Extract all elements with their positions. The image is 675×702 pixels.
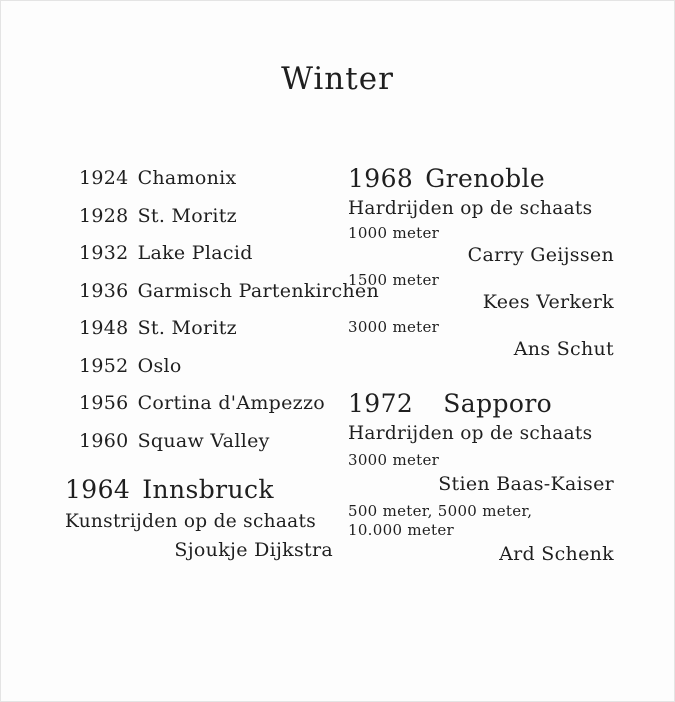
list-item	[79, 423, 379, 461]
game-year: 1952	[79, 354, 129, 377]
game-city: Lake Placid	[137, 242, 253, 264]
section-city: Sapporo	[443, 389, 553, 418]
distance-label-line1: 500 meter, 5000 meter,	[348, 502, 533, 520]
event-name: Kunstrijden op de schaats	[65, 511, 317, 532]
list-item	[79, 198, 379, 236]
game-city: Garmisch Partenkirchen	[137, 279, 379, 302]
champion-name: Kees Verkerk	[482, 291, 614, 313]
distance-label: 1000 meter	[348, 224, 440, 242]
distance-label: 3000 meter	[348, 318, 440, 336]
section-city: Innsbruck	[142, 475, 274, 504]
right-column	[348, 164, 614, 568]
champion-name: Sjoukje Dijkstra	[174, 539, 333, 561]
game-year: 1932	[79, 242, 129, 264]
list-item	[79, 273, 379, 311]
section-heading	[65, 475, 333, 504]
section-year: 1964	[65, 475, 131, 504]
game-year: 1924	[79, 167, 129, 189]
game-city: St. Moritz	[137, 204, 237, 227]
section-city: Grenoble	[425, 164, 546, 193]
games-list	[79, 160, 379, 460]
game-city: Chamonix	[137, 167, 237, 189]
event-name: Hardrijden op de schaats	[348, 198, 593, 219]
champion-name: Carry Geijssen	[467, 244, 614, 266]
game-year: 1948	[79, 317, 129, 339]
distance-label	[348, 502, 614, 540]
list-item	[79, 385, 379, 423]
champion-name: Stien Baas-Kaiser	[438, 473, 614, 495]
game-year: 1936	[79, 279, 129, 302]
list-item	[79, 348, 379, 386]
distance-label-line2: 10.000 meter	[348, 521, 455, 539]
event-name: Hardrijden op de schaats	[348, 423, 593, 444]
section-1968-grenoble	[348, 164, 614, 360]
section-heading	[348, 389, 614, 418]
distance-label: 3000 meter	[348, 451, 440, 469]
game-year: 1956	[79, 392, 129, 414]
page-title: Winter	[281, 61, 394, 97]
game-city: Cortina d'Ampezzo	[137, 392, 326, 414]
game-city: Oslo	[137, 354, 182, 377]
section-year: 1968	[348, 164, 414, 193]
list-item	[79, 235, 379, 273]
game-city: St. Moritz	[137, 317, 237, 339]
champion-name: Ard Schenk	[499, 543, 614, 565]
champion-name: Ans Schut	[513, 338, 614, 360]
game-year: 1960	[79, 429, 129, 452]
game-city: Squaw Valley	[137, 429, 270, 452]
section-1964-innsbruck	[65, 475, 333, 564]
section-heading	[348, 164, 614, 193]
list-item	[79, 160, 379, 198]
section-1972-sapporo	[348, 389, 614, 565]
distance-label: 1500 meter	[348, 271, 440, 289]
section-year: 1972	[348, 389, 414, 418]
game-year: 1928	[79, 204, 129, 227]
list-item	[79, 310, 379, 348]
